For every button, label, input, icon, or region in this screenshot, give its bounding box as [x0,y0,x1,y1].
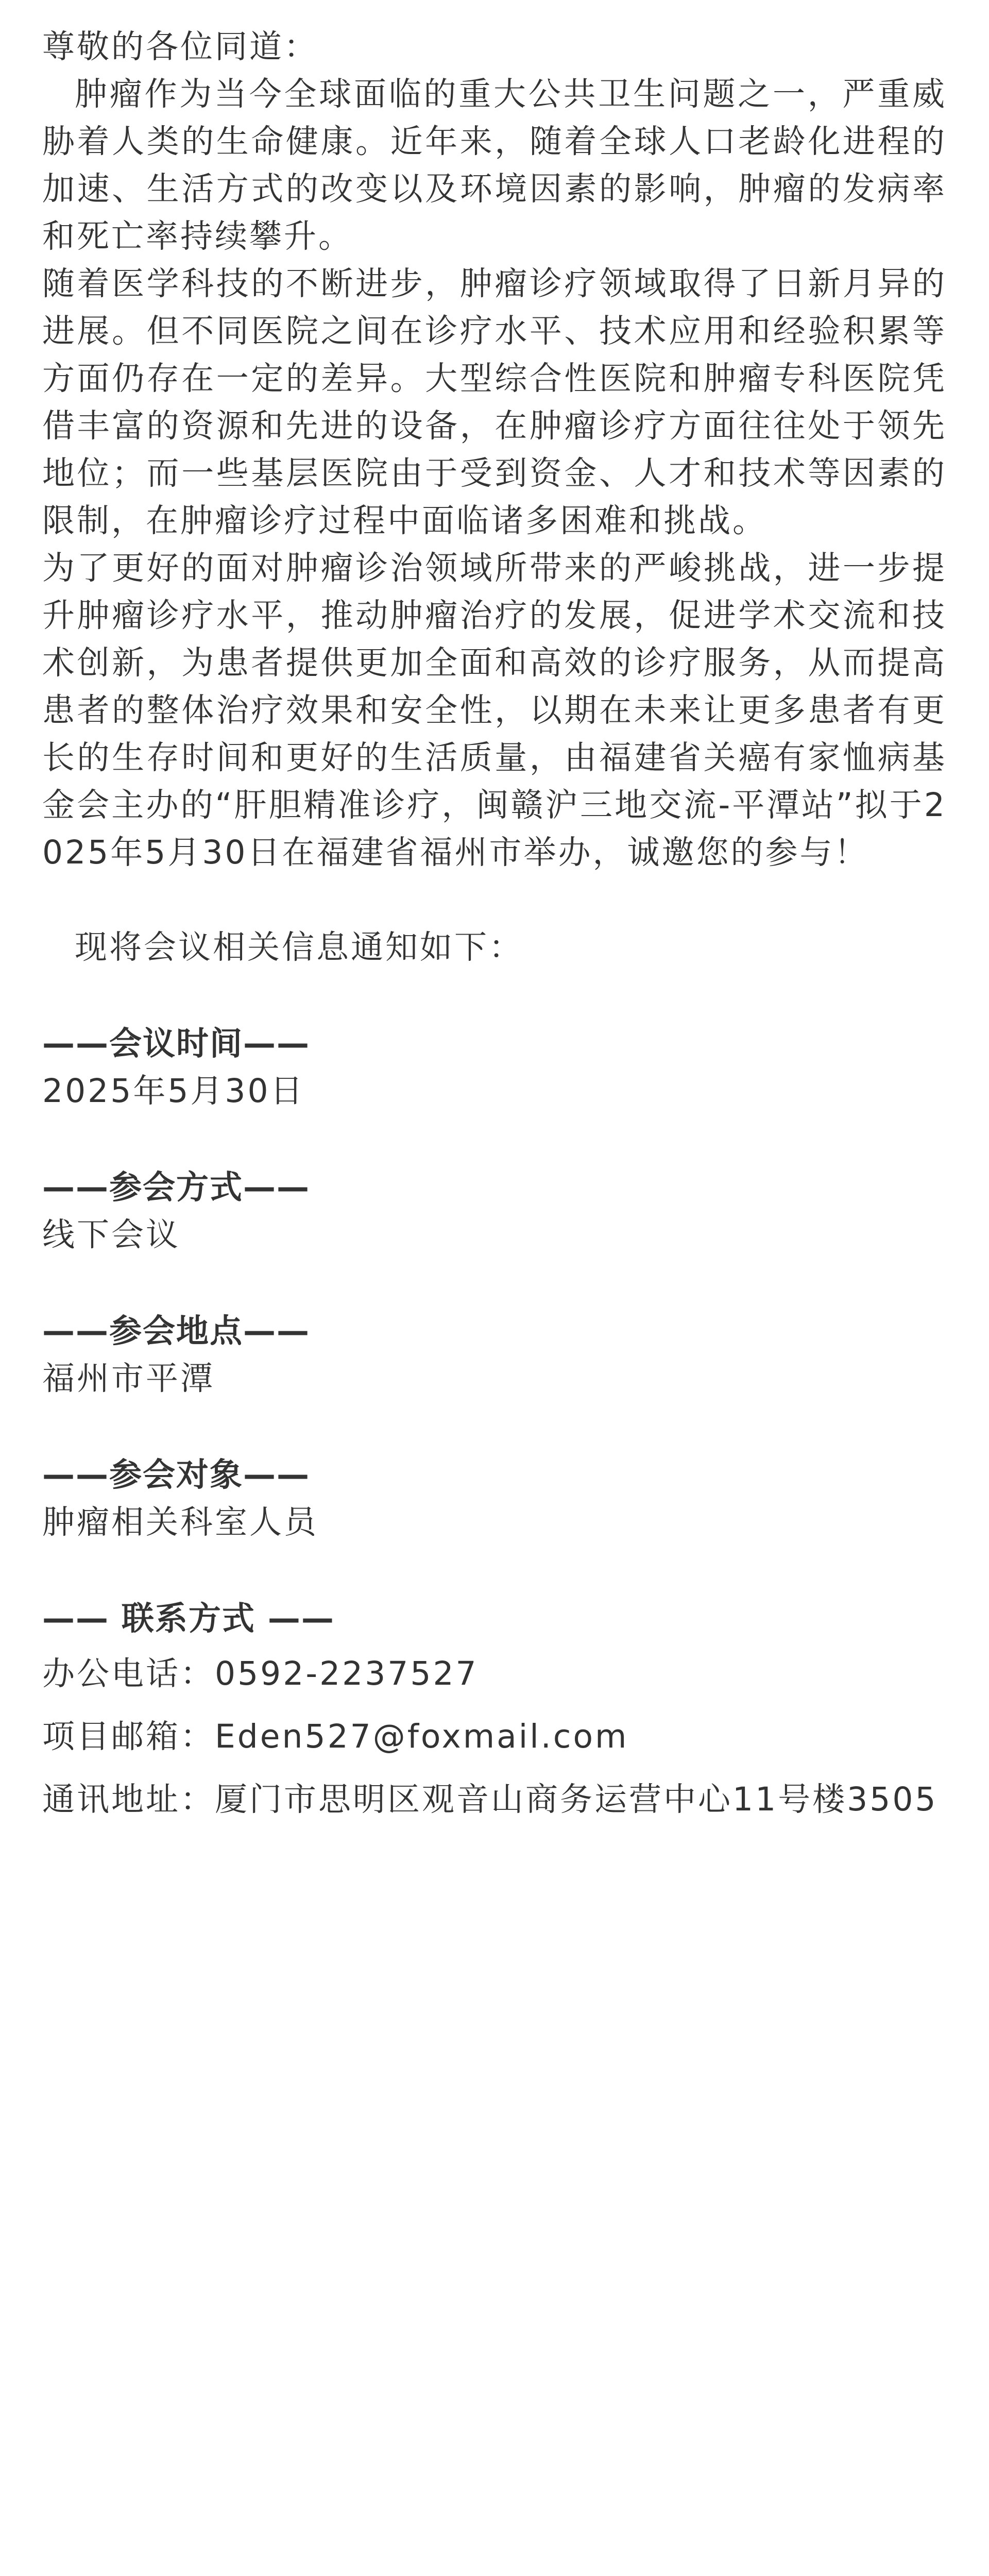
section-contact [42,1595,947,1831]
section-value-mode: 线下会议 [42,1216,180,1253]
spacer [42,971,947,1020]
section-heading-location: ——参会地点—— [42,1312,310,1350]
contact-email-value: Eden527@foxmail.com [215,1718,629,1755]
section-value-time: 2025年5月30日 [42,1072,305,1110]
contact-email-label: 项目邮箱： [42,1718,215,1755]
spacer [42,1115,947,1164]
section-heading-mode: ——参会方式—— [42,1168,310,1206]
section-time [42,1020,947,1115]
section-audience [42,1451,947,1546]
contact-address-line [42,1768,947,1831]
contact-phone-label: 办公电话： [42,1655,215,1692]
section-heading-audience: ——参会对象—— [42,1456,310,1494]
section-heading-contact: —— 联系方式 —— [42,1600,335,1637]
section-mode [42,1164,947,1259]
section-value-audience: 肿瘤相关科室人员 [42,1503,318,1541]
spacer [42,876,947,924]
greeting: 尊敬的各位同道： [42,28,318,65]
contact-phone-value: 0592-2237527 [215,1655,479,1692]
section-value-location: 福州市平潭 [42,1360,215,1397]
spacer [42,1259,947,1308]
contact-phone-line [42,1642,947,1705]
paragraph-3: 为了更好的面对肿瘤诊治领域所带来的严峻挑战，进一步提升肿瘤诊疗水平，推动肿瘤治疗的发展，促进学术交流和技术创新，为患者提供更加全面和高效的诊疗服务，从而提高患者的整体治疗效果和安全性，以期在未来让更多患者有更长的生存时间和更好的生活质量，由福建省关癌有家恤病基金会主办的“肝胆精准诊疗，闽赣沪三地交流-平潭站”拟于2025年5月30日在福建省福州市举办，诚邀您的参与！ [42,549,947,871]
section-heading-time: ——会议时间—— [42,1025,310,1062]
section-location [42,1308,947,1402]
spacer [42,1402,947,1451]
paragraph-1: 肿瘤作为当今全球面临的重大公共卫生问题之一，严重威胁着人类的生命健康。近年来，随着全球人口老龄化进程的加速、生活方式的改变以及环境因素的影响，肿瘤的发病率和死亡率持续攀升。 [42,75,947,255]
spacer [42,1546,947,1595]
contact-email-line [42,1705,947,1768]
notice-intro: 现将会议相关信息通知如下： [75,928,523,966]
paragraph-2: 随着医学科技的不断进步，肿瘤诊疗领域取得了日新月异的进展。但不同医院之间在诊疗水平、技术应用和经验积累等方面仍存在一定的差异。大型综合性医院和肿瘤专科医院凭借丰富的资源和先进的设备，在肿瘤诊疗方面往往处于领先地位；而一些基层医院由于受到资金、人才和技术等因素的限制，在肿瘤诊疗过程中面临诸多困难和挑战。 [42,265,947,539]
contact-address-value: 厦门市思明区观音山商务运营中心11号楼3505 [215,1781,938,1818]
contact-address-label: 通讯地址： [42,1781,215,1818]
